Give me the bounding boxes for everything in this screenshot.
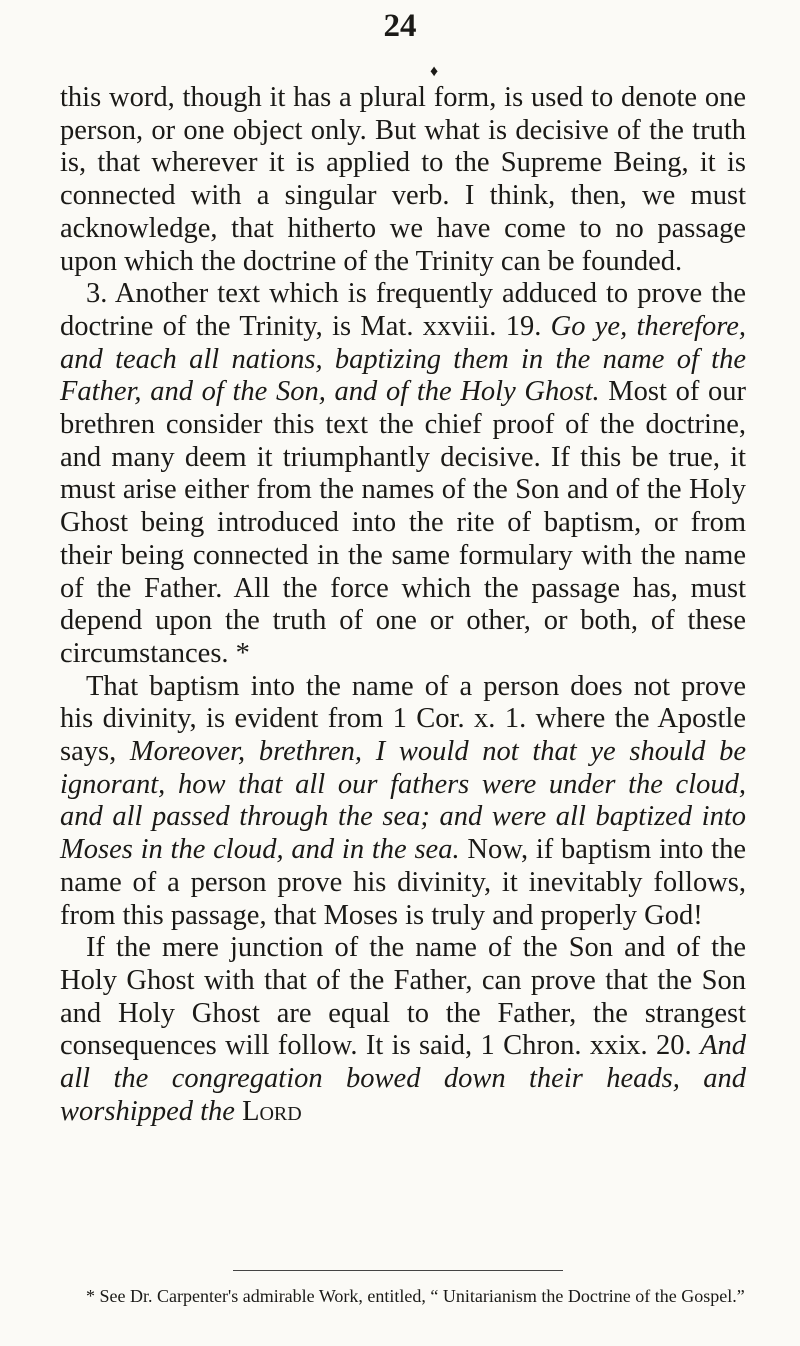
- text-run: If the mere junction of the name of the Son and of the Holy Ghost with that of the Father, can prove that the Son and Holy Ghost are equal to the Father, the strangest consequences will follow. It is said, 1 Chron. xxix. 20.: [60, 932, 746, 1062]
- text-run: [235, 1096, 242, 1127]
- footnote: * See Dr. Carpenter's admirable Work, entitled, “ Unitarianism the Doctrine of the Gospel.”: [86, 1286, 745, 1306]
- paragraph: [60, 932, 746, 1128]
- paragraph: [60, 82, 746, 278]
- printer-mark: ♦: [430, 63, 439, 80]
- paragraph: [60, 278, 746, 670]
- footnote-rule: [233, 1270, 563, 1271]
- text-run: 3. Another text which is frequently adduced to prove the doctrine of the Trinity, is Mat. xxviii. 19.: [60, 278, 746, 342]
- text-run: Most of our brethren consider this text the chief proof of the doctrine, and many deem it triumphantly decisive. If this be true, it must arise either from the names of the Son and of the Holy Ghost being introduced into the rite of baptism, or from their being connected in the same formulary with the name of the Father. All the force which the passage has, must depend upon the truth of one or other, or both, of these circumstances. *: [60, 376, 746, 669]
- text-run: Now, if baptism into the name of a person prove his divinity, it inevitably follows, from this passage, that Moses is truly and properly God!: [60, 834, 747, 931]
- text-run: Lord: [242, 1095, 302, 1127]
- italic-quotation: And all the congregation bowed down their heads, and worshipped the: [60, 1030, 746, 1127]
- italic-quotation: Go ye, therefore, and teach all nations, baptizing them in the name of the Father, and of the Son, and of the Holy Ghost.: [60, 310, 746, 408]
- italic-quotation: Moreover, brethren, I would not that ye should be ignorant, how that all our fathers were under the cloud, and all passed through the sea; and were all baptized into Moses in the cloud, and in the sea.: [60, 736, 746, 866]
- body-text: [60, 82, 746, 1129]
- text-run: this word, though it has a plural form, is used to denote one person, or one object only. But what is decisive of the truth is, that wherever it is applied to the Supreme Being, it is connected with a singular verb. I think, then, we must acknowledge, that hitherto we have come to no passage upon which the doctrine of the Trinity can be founded.: [60, 82, 746, 277]
- paragraph: [60, 671, 746, 933]
- text-run: That baptism into the name of a person does not prove his divinity, is evident from 1 Cor. x. 1. where the Apostle says,: [60, 670, 746, 768]
- page-number: 24: [383, 8, 417, 44]
